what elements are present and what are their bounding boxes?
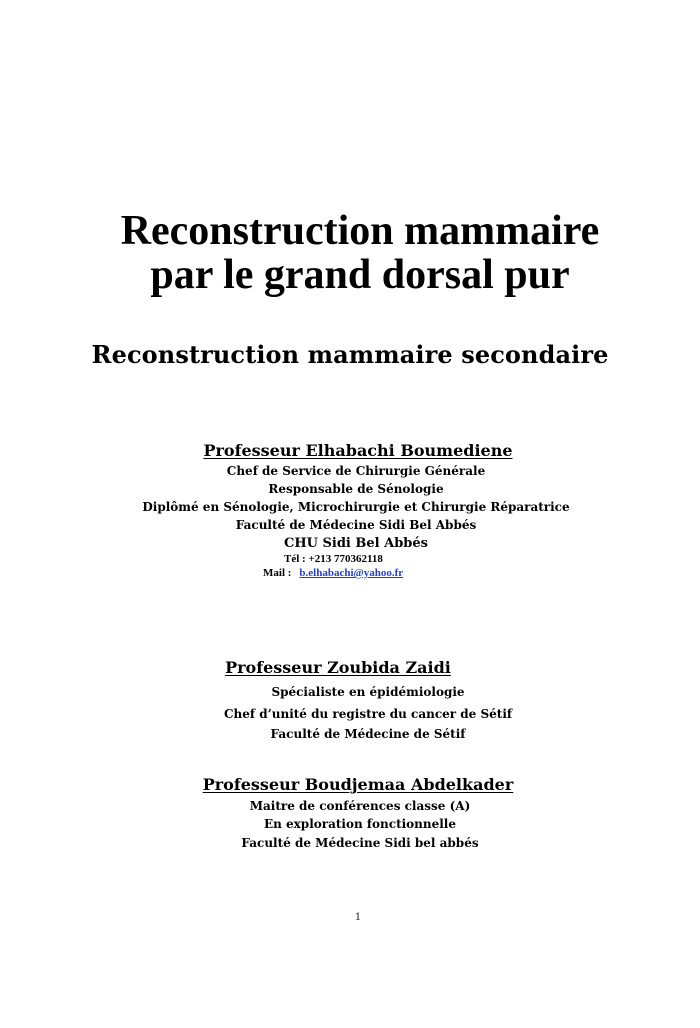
author-1-detail-5: CHU Sidi Bel Abbés [284,536,428,551]
author-1-name: Professeur Elhabachi Boumediene [203,441,513,460]
author-3-name: Professeur Boudjemaa Abdelkader [202,775,514,794]
author-1-detail-4: Faculté de Médecine Sidi Bel Abbés [235,518,477,532]
author-3-detail-3: Faculté de Médecine Sidi bel abbés [241,836,479,850]
author-1-mail-row [263,568,403,579]
author-2-detail-3: Faculté de Médecine de Sétif [270,727,466,741]
subtitle: Reconstruction mammaire secondaire [91,340,609,369]
author-1-detail-3: Diplômé en Sénologie, Microchirurgie et Chirurgie Réparatrice [142,500,570,514]
author-3-detail-2: En exploration fonctionnelle [263,817,457,831]
mail-link[interactable]: b.elhabachi@yahoo.fr [299,567,404,579]
title-line-2: par le grand dorsal pur [150,252,570,298]
author-1-phone: Tél : +213 770362118 [284,553,383,565]
mail-label: Mail : [263,567,292,579]
author-1-detail-2: Responsable de Sénologie [268,482,444,496]
author-2-name: Professeur Zoubida Zaidi [225,658,451,677]
author-3-detail-1: Maitre de conférences classe (A) [249,799,471,813]
title-line-1: Reconstruction mammaire [120,208,600,254]
page-number: 1 [354,912,362,923]
author-2-detail-1: Spécialiste en épidémiologie [271,685,465,699]
author-2-detail-2: Chef d’unité du registre du cancer de Sétif [223,707,513,721]
author-1-detail-1: Chef de Service de Chirurgie Générale [226,464,486,478]
